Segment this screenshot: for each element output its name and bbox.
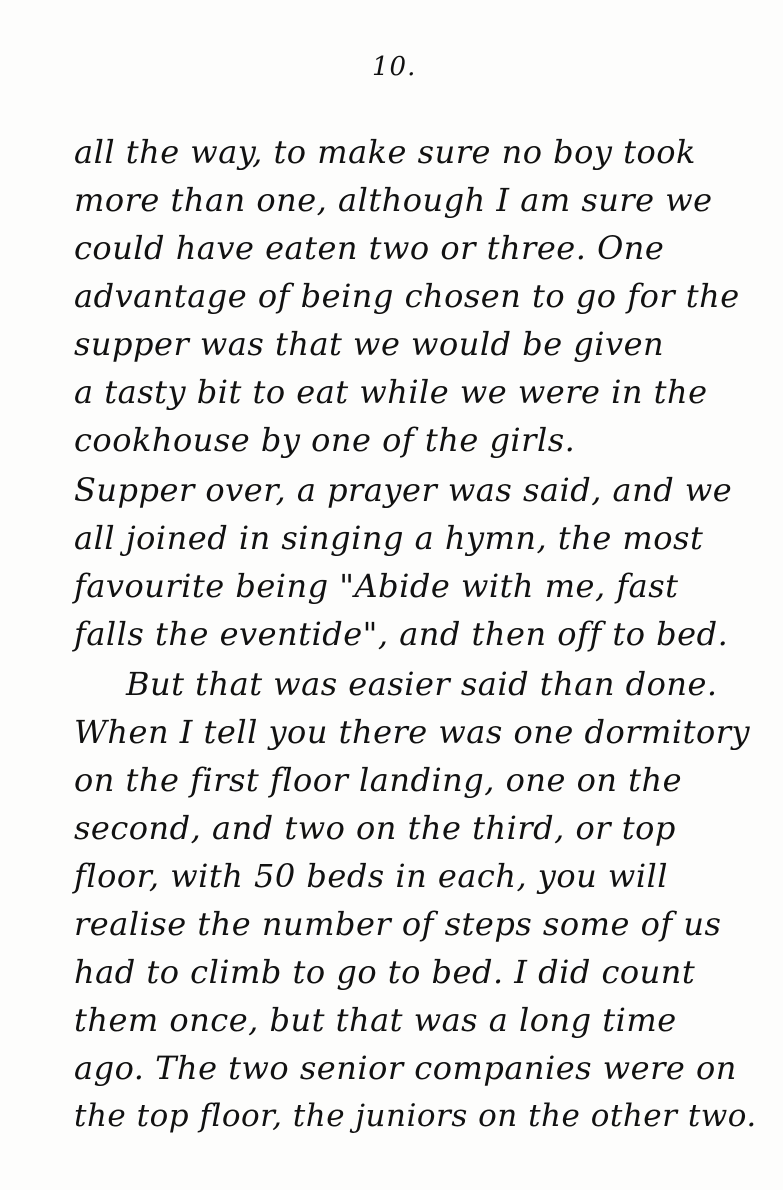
text-line: a tasty bit to eat while we were in the [74, 373, 708, 411]
text-line: cookhouse by one of the girls. [74, 421, 576, 459]
text-line: floor, with 50 beds in each, you will [74, 857, 669, 895]
text-line: all the way, to make sure no boy took [74, 133, 696, 171]
text-line: advantage of being chosen to go for the [74, 277, 740, 315]
text-line: had to climb to go to bed. I did count [74, 953, 696, 991]
text-line: all joined in singing a hymn, the most [74, 519, 704, 557]
text-line: realise the number of steps some of us [74, 905, 722, 943]
text-line: on the first floor landing, one on the [74, 761, 683, 799]
page-number: 10. [372, 52, 417, 82]
body-text [74, 128, 757, 1140]
text-line: second, and two on the third, or top [74, 809, 676, 847]
text-line: more than one, although I am sure we [74, 181, 713, 219]
text-line: them once, but that was a long time [74, 1001, 677, 1039]
text-line: could have eaten two or three. One [74, 229, 665, 267]
text-line: falls the eventide", and then off to bed. [74, 615, 729, 653]
text-line: Supper over, a prayer was said, and we [74, 471, 733, 509]
text-line: When I tell you there was one dormitory [74, 713, 751, 751]
text-line: favourite being "Abide with me, fast [74, 567, 679, 605]
text-line: the top floor, the juniors on the other two. [74, 1098, 757, 1134]
text-line: ago. The two senior companies were on [74, 1049, 737, 1087]
text-line: But that was easier said than done. [126, 665, 718, 703]
text-line: supper was that we would be given [74, 325, 665, 363]
